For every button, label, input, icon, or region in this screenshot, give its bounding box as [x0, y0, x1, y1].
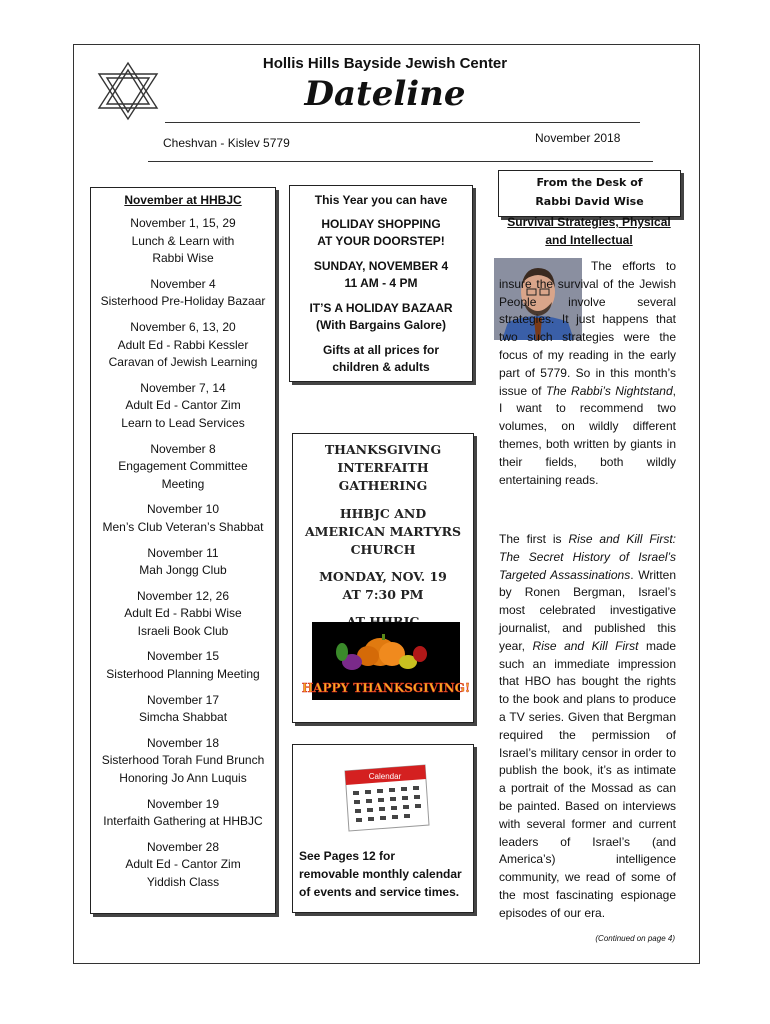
- event-description: Adult Ed - Cantor Zim: [125, 398, 241, 413]
- desk-line-2: Rabbi David Wise: [535, 194, 644, 208]
- thanksgiving-line-4: AMERICAN MARTYRS: [304, 524, 462, 539]
- article-paragraph-1: [499, 258, 676, 489]
- calendar-event: [91, 501, 275, 536]
- happy-thanksgiving-image: [301, 622, 471, 700]
- event-date: November 12, 26: [136, 588, 230, 603]
- event-date: November 1, 15, 29: [130, 216, 236, 230]
- event-description: Honoring Jo Ann Luquis: [119, 771, 247, 786]
- thanksgiving-line-5: CHURCH: [350, 542, 416, 557]
- calendar-note-line-2: removable monthly calendar: [299, 867, 462, 881]
- desk-line-1: From the Desk of: [536, 176, 643, 189]
- event-description: Sisterhood Planning Meeting: [106, 667, 260, 682]
- events-list: [91, 215, 275, 892]
- calendar-event: [91, 839, 275, 892]
- shopping-date: SUNDAY, NOVEMBER 4: [313, 258, 449, 273]
- event-description: Meeting: [161, 476, 205, 491]
- pumpkin-illustration: [301, 622, 471, 700]
- calendar-event: [91, 276, 275, 311]
- holiday-shopping-box: [289, 185, 473, 382]
- calendar-icon: [339, 759, 433, 835]
- calendar-event: [91, 648, 275, 683]
- event-description: Learn to Lead Services: [121, 415, 245, 430]
- hebrew-months: Cheshvan - Kislev 5779: [163, 136, 290, 150]
- divider: [165, 122, 640, 123]
- calendar-event: [91, 441, 275, 494]
- continued-note: (Continued on page 4): [595, 934, 675, 943]
- event-date: November 8: [150, 441, 216, 456]
- bazaar-line-2: (With Bargains Galore): [316, 318, 446, 332]
- thanksgiving-line-1: THANKSGIVING: [324, 442, 442, 457]
- gifts-line-1: Gifts at all prices for: [322, 342, 440, 357]
- shopping-headline-2: AT YOUR DOORSTEP!: [317, 234, 445, 248]
- thanksgiving-line-3: HHBJC AND: [339, 506, 427, 521]
- event-date: November 18: [146, 735, 220, 750]
- event-date: November 19: [146, 796, 220, 811]
- p2-italic-title-2: Rise and Kill First: [532, 638, 639, 653]
- p2-text-c: . Written by Ronen Bergman, Israel’s most celebrated investigative journalist, and published this year,: [499, 567, 676, 653]
- calendar-note-line-3: of events and service times.: [299, 885, 460, 899]
- event-description: Engagement Committee: [118, 459, 248, 474]
- event-date: November 15: [146, 649, 220, 664]
- from-the-desk-box: [498, 170, 681, 217]
- shopping-headline-1: HOLIDAY SHOPPING: [321, 216, 441, 231]
- issue-month: November 2018: [535, 131, 621, 145]
- p2-text-e: made such an immediate impression that HBO has bought the rights to the book and plans to produce a TV series. Given that Bergman required the permission of Israel’s military censor in order to publish the book, it’s as intimate a portrait of the Mossad as can be painted. Based on interviews with several former and current leaders of Israel’s (and America’s) intelligence community, we read of some of the most fascinating espionage episodes of our era.: [499, 638, 677, 920]
- event-date: November 28: [146, 839, 220, 854]
- event-description: Caravan of Jewish Learning: [108, 355, 258, 370]
- event-date: November 10: [146, 502, 220, 517]
- calendar-event: [91, 545, 275, 580]
- article-title-line-2: and Intellectual: [545, 233, 633, 247]
- calendar-note-line-1: See Pages 12 for: [299, 849, 396, 863]
- event-description: Men’s Club Veteran’s Shabbat: [102, 519, 264, 534]
- event-description: Adult Ed - Rabbi Kessler: [117, 337, 249, 352]
- calendar-event: [91, 735, 275, 788]
- shopping-intro: This Year you can have: [314, 193, 448, 207]
- event-description: Sisterhood Torah Fund Brunch: [101, 753, 265, 768]
- thanksgiving-date: MONDAY, NOV. 19: [319, 569, 447, 584]
- newsletter-title: Dateline: [304, 74, 466, 114]
- article-title-line-1: Survival Strategies, Physical: [507, 215, 671, 229]
- p1-text-a: The efforts to insure the survival of the Jewish People involve several strategies. It just happens that two such strategies were the focus of my reading in the early part of 5779. So in this month’s issue of: [499, 259, 676, 398]
- event-description: Adult Ed - Cantor Zim: [125, 857, 241, 872]
- article-title: [498, 213, 680, 249]
- p2-italic-title: Rise and Kill First: The Secret History of Israel’s Targeted Assassinations: [499, 532, 676, 582]
- event-date: November 7, 14: [140, 380, 226, 395]
- event-date: November 11: [147, 545, 219, 560]
- event-description: Mah Jongg Club: [139, 563, 227, 578]
- calendar-event: [91, 588, 275, 641]
- calendar-event: [91, 380, 275, 433]
- event-date: November 17: [146, 692, 220, 707]
- event-description: Simcha Shabbat: [138, 710, 228, 725]
- event-description: Yiddish Class: [146, 875, 220, 889]
- calendar-event: [91, 215, 275, 268]
- gifts-line-2: children & adults: [332, 360, 430, 374]
- calendar-event: [91, 319, 275, 372]
- p2-text-a: The first is: [499, 532, 569, 546]
- calendar-event: [91, 692, 275, 727]
- event-description: Lunch & Learn with: [131, 233, 235, 248]
- calendar-icon-label: Calendar: [368, 772, 402, 781]
- event-description: Interfaith Gathering at HHBJC: [103, 814, 263, 829]
- org-name: Hollis Hills Bayside Jewish Center: [262, 55, 508, 72]
- calendar-event: [91, 796, 275, 831]
- article-paragraph-2: [499, 531, 676, 923]
- calendar-heading: November at HHBJC: [124, 193, 242, 207]
- event-date: November 6, 13, 20: [130, 319, 236, 334]
- calendar-note-text: [299, 847, 462, 901]
- p1-italic: The Rabbi’s Nightstand: [545, 383, 673, 398]
- thanksgiving-time: AT 7:30 PM: [342, 587, 424, 602]
- bazaar-line-1: IT’S A HOLIDAY BAZAAR: [309, 300, 453, 315]
- thanksgiving-box: [292, 433, 474, 723]
- event-date: November 4: [150, 276, 216, 291]
- divider: [148, 161, 653, 162]
- p1-text-c: , I want to recommend two volumes, on wildly different themes, both written by giants in their fields, both wildly entertaining reads.: [499, 383, 676, 487]
- event-description: Israeli Book Club: [137, 623, 229, 638]
- thanksgiving-line-2: INTERFAITH GATHERING: [337, 460, 429, 493]
- event-description: Sisterhood Pre-Holiday Bazaar: [100, 294, 266, 309]
- event-description: Rabbi Wise: [152, 251, 214, 266]
- events-calendar-box: [90, 187, 276, 914]
- event-description: Adult Ed - Rabbi Wise: [124, 606, 242, 621]
- shopping-time: 11 AM - 4 PM: [344, 276, 418, 290]
- calendar-note-box: [292, 744, 474, 913]
- art-caption: HAPPY THANKSGIVING!: [301, 681, 471, 695]
